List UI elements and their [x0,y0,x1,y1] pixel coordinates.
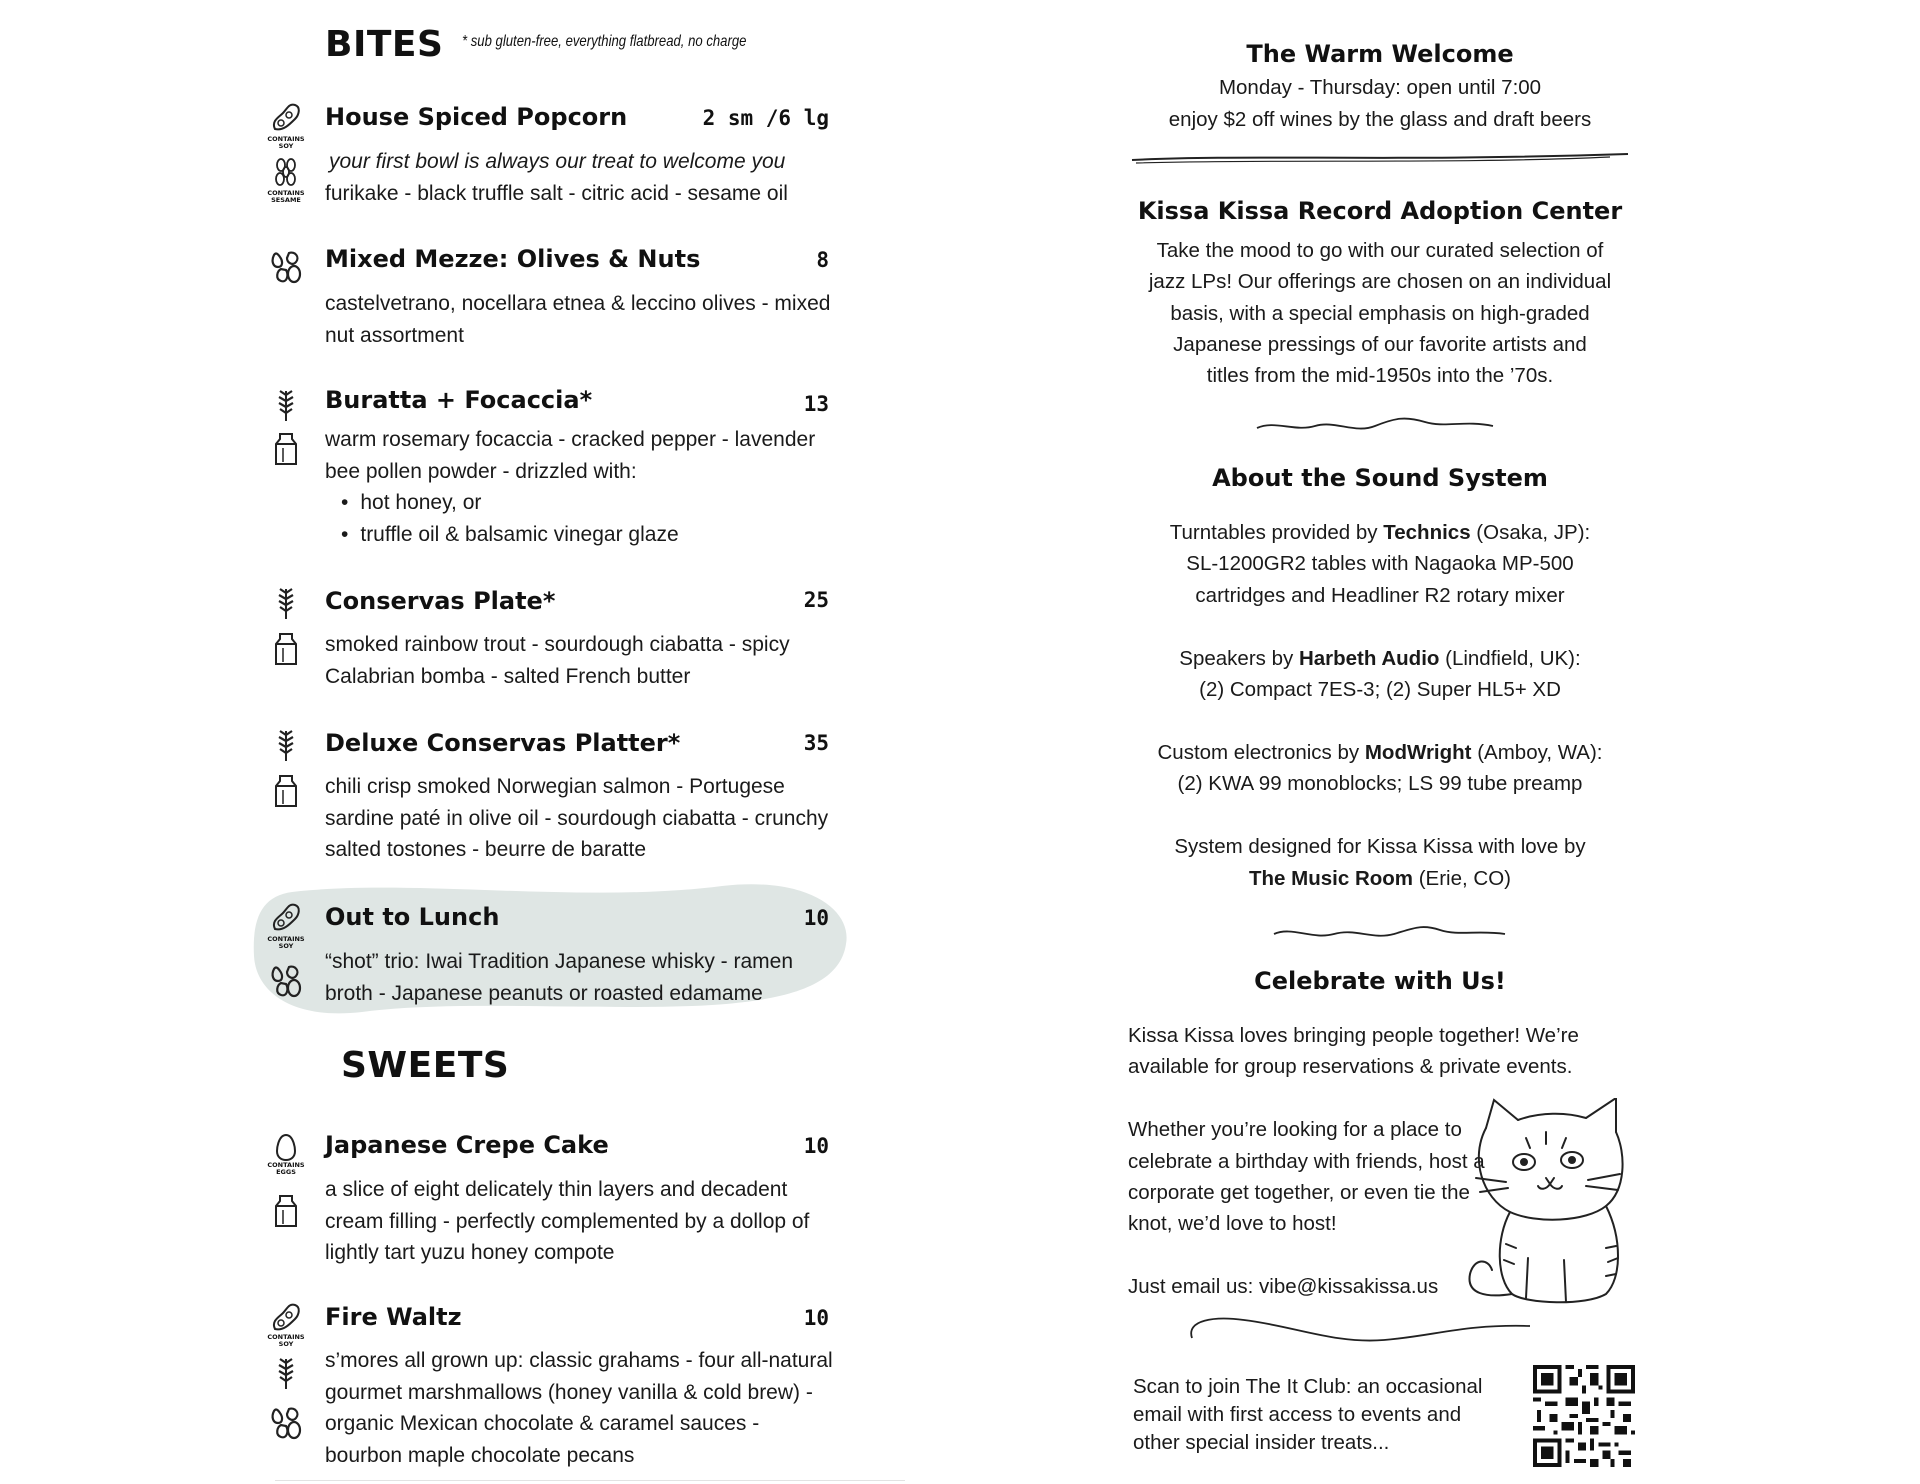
wheat-icon [262,582,310,622]
item-description: a slice of eight delicately thin layers and decadent cream filling - perfectly complemented by a dollop of lightly tart yuzu honey compote [325,1178,810,1264]
celebrate-line: Whether you’re looking for a place to [1128,1118,1462,1141]
milk-icon [262,1190,310,1232]
sweets-title: SWEETS [341,1045,510,1086]
cat-illustration [1466,1098,1646,1308]
records-line: Japanese pressings of our favorite artists and [1173,333,1587,356]
electronics-label: Custom electronics by [1157,741,1360,764]
item-description: s’mores all grown up: classic grahams - four all-natural gourmet marshmallows (honey vanilla & cold brew) - organic Mexican chocolate & caramel sauces - bourbon maple chocolate pecans [325,1349,833,1467]
celebrate-line: Kissa Kissa loves bringing people together! We’re [1128,1024,1579,1047]
milk-icon [262,770,310,812]
sound-title: About the Sound System [1212,464,1548,492]
milk-icon [262,428,310,470]
bottom-rule [275,1480,905,1481]
item-name: Out to Lunch [325,903,500,931]
item-price: 10 [803,1134,829,1158]
nuts-icon [262,242,310,290]
wheat-icon [262,724,310,764]
item-price: 10 [803,1306,829,1330]
turntables-detail: cartridges and Headliner R2 rotary mixer [1195,584,1565,607]
item-price: 8 [816,248,829,272]
welcome-title: The Warm Welcome [1246,40,1514,68]
speakers-line [1100,643,1660,675]
speakers-detail: (2) Compact 7ES-3; (2) Super HL5+ XD [1199,678,1561,701]
electronics-detail: (2) KWA 99 monoblocks; LS 99 tube preamp [1177,772,1583,795]
designer-brand: The Music Room [1249,867,1414,890]
sesame-icon [262,156,310,190]
electronics-location: (Amboy, WA): [1471,741,1603,764]
item-ingredients: warm rosemary focaccia - cracked pepper - lavender bee pollen powder - drizzled with: [325,428,816,483]
celebrate-title: Celebrate with Us! [1254,967,1506,995]
item-price: 2 sm /6 lg [702,106,829,130]
item-option: • truffle oil & balsamic vinegar glaze [341,519,835,551]
item-name: Deluxe Conservas Platter* [325,729,681,757]
item-tagline: your first bowl is always our treat to welcome you [329,150,786,173]
electronics-brand: ModWright [1364,741,1472,764]
records-title: Kissa Kissa Record Adoption Center [1137,197,1623,225]
item-name: Mixed Mezze: Olives & Nuts [325,245,701,273]
bites-note: * sub gluten-free, everything flatbread, no charge [462,33,747,50]
swoosh-divider [1184,1310,1534,1350]
item-description: “shot” trio: Iwai Tradition Japanese whisky - ramen broth - Japanese peanuts or roasted edamame [325,950,794,1005]
item-ingredients: furikake - black truffle salt - citric acid - sesame oil [325,181,788,205]
soy-icon [262,900,310,936]
club-line: Scan to join The It Club: an occasional [1133,1375,1483,1398]
club-line: other special insider treats... [1133,1431,1390,1454]
divider-line [1130,148,1630,168]
celebrate-line: available for group reservations & private events. [1128,1055,1573,1078]
celebrate-line: knot, we’d love to host! [1128,1212,1337,1235]
records-line: jazz LPs! Our offerings are chosen on an individual [1148,270,1612,293]
item-description: castelvetrano, nocellara etnea & leccino olives - mixed nut assortment [325,292,831,347]
soy-icon-label: CONTAINS SOY [267,935,305,950]
turntables-brand: Technics [1383,521,1471,544]
designed-by [1100,863,1660,895]
soy-icon-label: CONTAINS SOY [267,1333,305,1348]
milk-icon [262,628,310,670]
records-line: Take the mood to go with our curated selection of [1156,239,1604,262]
designer-location: (Erie, CO) [1413,867,1511,890]
speakers-location: (Lindfield, UK): [1439,647,1581,670]
item-name: Japanese Crepe Cake [325,1131,609,1159]
nuts-icon [262,1398,310,1446]
sesame-icon-label: CONTAINS SESAME [267,189,305,204]
turntables-detail: SL-1200GR2 tables with Nagaoka MP-500 [1186,552,1574,575]
item-description [325,424,835,550]
speakers-label: Speakers by [1179,647,1294,670]
item-options-list [325,487,835,550]
item-description [325,146,835,209]
item-price: 13 [803,392,829,416]
squiggle-divider [1272,922,1507,944]
soy-icon-label: CONTAINS SOY [267,135,305,150]
item-price: 35 [803,731,829,755]
speakers-brand: Harbeth Audio [1298,647,1440,670]
item-price: 10 [803,906,829,930]
squiggle-divider [1255,414,1495,436]
welcome-offer: enjoy $2 off wines by the glass and draft beers [1168,108,1592,131]
designed-line: System designed for Kissa Kissa with love by [1174,835,1586,858]
item-name: Buratta + Focaccia* [325,386,593,414]
qr-code[interactable] [1533,1365,1635,1467]
item-name: Fire Waltz [325,1303,462,1331]
welcome-hours: Monday - Thursday: open until 7:00 [1218,76,1542,99]
item-description: smoked rainbow trout - sourdough ciabatta - spicy Calabrian bomba - salted French butter [325,633,790,688]
item-price: 25 [803,588,829,612]
wheat-icon [262,384,310,424]
turntables-label: Turntables provided by [1169,521,1378,544]
records-line: basis, with a special emphasis on high-graded [1170,302,1590,325]
egg-icon-label: CONTAINS EGGS [267,1161,305,1176]
wheat-icon [262,1352,310,1392]
records-line: titles from the mid-1950s into the ’70s. [1206,364,1554,387]
soy-icon [262,100,310,136]
club-line: email with first access to events and [1133,1403,1462,1426]
item-description: chili crisp smoked Norwegian salmon - Portugese sardine paté in olive oil - sourdough ciabatta - crunchy salted tostones - beurre de baratte [325,775,829,861]
turntables-location: (Osaka, JP): [1470,521,1591,544]
bites-title: BITES [325,24,444,65]
item-option: • hot honey, or [341,487,835,519]
email-line: Just email us: vibe@kissakissa.us [1128,1275,1439,1298]
nuts-icon [262,956,310,1004]
celebrate-line: celebrate a birthday with friends, host a [1128,1150,1485,1173]
celebrate-line: corporate get together, or even tie the [1128,1181,1470,1204]
turntables-line [1100,517,1660,549]
item-name: Conservas Plate* [325,587,556,615]
menu-right-column [1100,0,1660,1484]
electronics-line [1100,737,1660,769]
item-name: House Spiced Popcorn [325,103,628,131]
soy-icon [262,1300,310,1336]
